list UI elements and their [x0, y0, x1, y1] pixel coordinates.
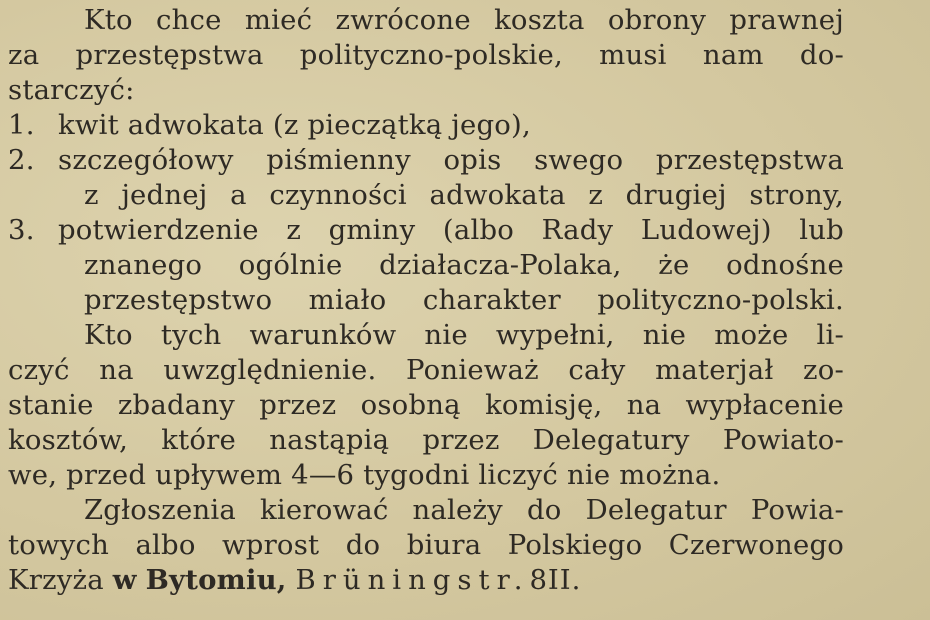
list-number-1: 1.: [8, 109, 35, 141]
address-number: 8II.: [529, 564, 582, 596]
paragraph-2-line-2: czyć na uwzględnienie. Ponieważ cały materjał zo-: [8, 354, 844, 386]
paragraph-2-line-4: kosztów, które nastąpią przez Delegatury Powiato-: [8, 424, 844, 456]
list-item-3-text: potwierdzenie z gminy (albo Rady Ludowej) lub: [58, 214, 844, 246]
list-item-1: [8, 107, 844, 143]
paragraph-3-line-2: towych albo wprost do biura Polskiego Czerwonego: [8, 529, 844, 561]
list-item-1-text: kwit adwokata (z pieczątką jego),: [58, 109, 531, 141]
paragraph-3-line-1: Zgłoszenia kierować należy do Delegatur Powia-: [84, 494, 844, 526]
list-item-2-continuation: z jednej a czynności adwokata z drugiej strony,: [84, 179, 844, 211]
list-item-2-text: szczegółowy piśmienny opis swego przestępstwa: [58, 144, 844, 176]
address-street: Brüningstr.: [295, 564, 530, 596]
address-prefix: Krzyża: [8, 564, 113, 596]
list-number-2: 2.: [8, 144, 35, 176]
text-line-1: Kto chce mieć zwrócone koszta obrony prawnej: [84, 4, 844, 36]
address-preposition: w: [112, 564, 137, 596]
list-number-3: 3.: [8, 214, 35, 246]
list-item-3-continuation-2: przestępstwo miało charakter polityczno-polski.: [84, 284, 844, 316]
list-item-2: [8, 142, 844, 178]
paragraph-3-line-3: [8, 562, 844, 598]
paragraph-2-line-3: stanie zbadany przez osobną komisję, na wypłacenie: [8, 389, 844, 421]
text-line-2: za przestępstwa polityczno-polskie, musi nam do-: [8, 39, 844, 71]
address-city: Bytomiu,: [145, 564, 287, 596]
paragraph-2-line-5: we, przed upływem 4—6 tygodni liczyć nie można.: [8, 459, 721, 491]
list-item-3-continuation-1: znanego ogólnie działacza-Polaka, że odnośne: [84, 249, 844, 281]
text-line-3: starczyć:: [8, 74, 135, 106]
paragraph-2-line-1: Kto tych warunków nie wypełni, nie może li-: [84, 319, 844, 351]
list-item-3: [8, 212, 844, 248]
